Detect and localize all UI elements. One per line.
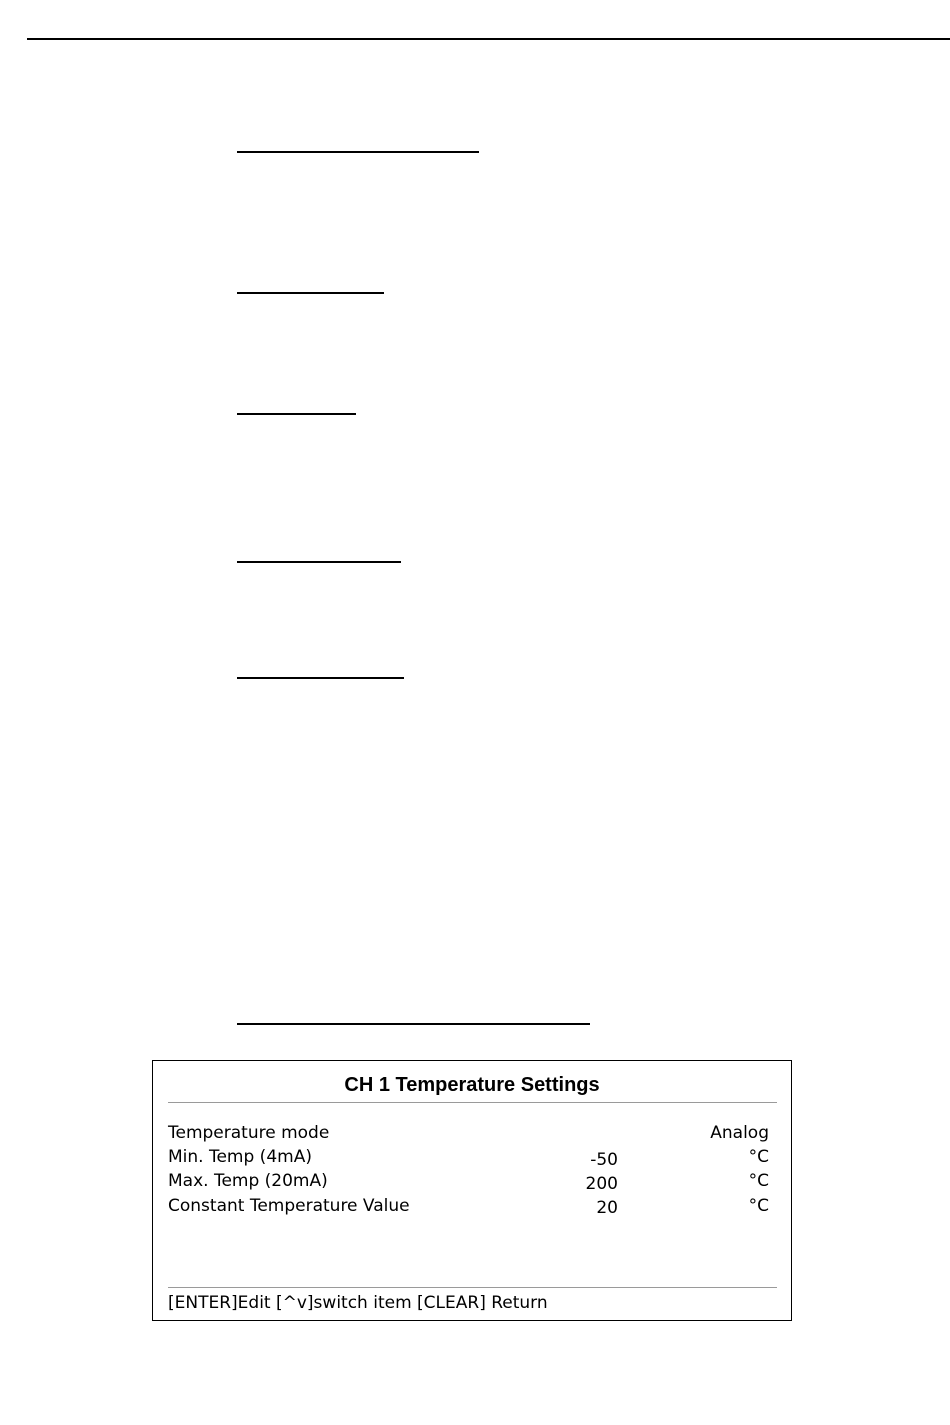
- heading-underline-3: [237, 413, 356, 415]
- row-unit: °C: [748, 1147, 769, 1167]
- row-value: 20: [596, 1198, 618, 1218]
- heading-underline-5: [237, 677, 404, 679]
- row-label: Min. Temp (4mA): [168, 1147, 312, 1167]
- row-unit: °C: [748, 1171, 769, 1191]
- row-label: Max. Temp (20mA): [168, 1171, 328, 1191]
- heading-underline-2: [237, 292, 384, 294]
- title-divider: [168, 1102, 777, 1103]
- settings-row-max-temp[interactable]: [168, 1171, 769, 1195]
- heading-underline-1: [237, 151, 479, 153]
- settings-row-temperature-mode[interactable]: [168, 1123, 769, 1147]
- row-label: Temperature mode: [168, 1123, 330, 1143]
- row-unit: °C: [748, 1196, 769, 1216]
- page-top-rule: [27, 38, 950, 40]
- key-hint-bar: [ENTER]Edit [^v]switch item [CLEAR] Return: [168, 1293, 548, 1313]
- screen-title: CH 1 Temperature Settings: [344, 1074, 600, 1096]
- row-value: -50: [590, 1150, 618, 1170]
- heading-underline-4: [237, 561, 401, 563]
- settings-row-min-temp[interactable]: [168, 1147, 769, 1171]
- heading-underline-6: [237, 1023, 590, 1025]
- row-value: 200: [585, 1174, 618, 1194]
- settings-row-constant-temp[interactable]: [168, 1196, 769, 1220]
- row-label: Constant Temperature Value: [168, 1196, 410, 1216]
- row-mode-value: Analog: [710, 1123, 769, 1143]
- temperature-settings-screen: [152, 1060, 792, 1321]
- footer-divider: [168, 1287, 777, 1288]
